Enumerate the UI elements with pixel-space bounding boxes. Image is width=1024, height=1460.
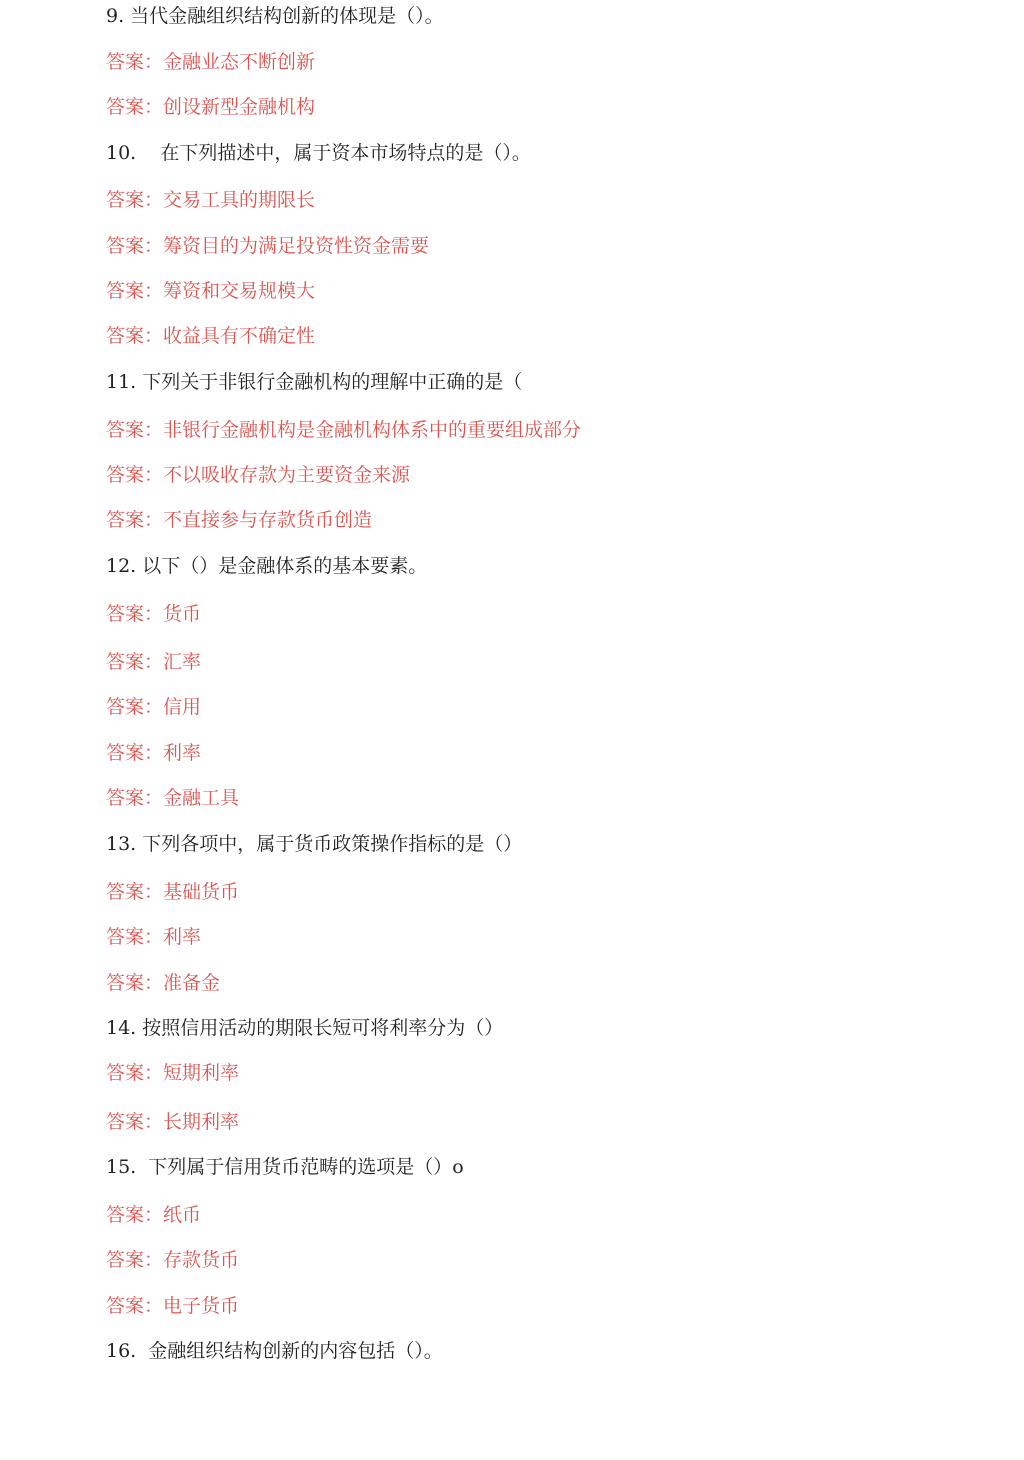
question-11: 11. 下列关于非银行金融机构的理解中正确的是（ <box>106 371 523 393</box>
answer-13-3: 答案：准备金 <box>106 972 221 994</box>
answer-9-1: 答案：金融业态不断创新 <box>106 51 316 73</box>
question-13: 13. 下列各项中，属于货币政策操作指标的是（） <box>106 833 523 855</box>
answer-13-2: 答案：利率 <box>106 926 202 948</box>
answer-10-4: 答案：收益具有不确定性 <box>106 325 316 347</box>
question-12: 12. 以下（）是金融体系的基本要素。 <box>106 555 428 577</box>
question-15: 15. 下列属于信用货币范畴的选项是（）o <box>106 1156 464 1178</box>
question-14: 14. 按照信用活动的期限长短可将利率分为（） <box>106 1017 504 1039</box>
answer-13-1: 答案：基础货币 <box>106 881 240 903</box>
answer-15-3: 答案：电子货币 <box>106 1295 240 1317</box>
question-16: 16. 金融组织结构创新的内容包括（）。 <box>106 1340 443 1362</box>
question-9: 9. 当代金融组织结构创新的体现是（）。 <box>106 5 444 27</box>
answer-11-2: 答案：不以吸收存款为主要资金来源 <box>106 464 411 486</box>
answer-12-2: 答案：汇率 <box>106 651 202 673</box>
answer-10-1: 答案：交易工具的期限长 <box>106 189 316 211</box>
answer-12-1: 答案：货币 <box>106 603 202 625</box>
answer-11-1: 答案：非银行金融机构是金融机构体系中的重要组成部分 <box>106 419 582 441</box>
answer-12-4: 答案：利率 <box>106 742 202 764</box>
answer-9-2: 答案：创设新型金融机构 <box>106 96 316 118</box>
answer-10-2: 答案：筹资目的为满足投资性资金需要 <box>106 235 430 257</box>
answer-15-1: 答案：纸币 <box>106 1204 202 1226</box>
answer-12-5: 答案：金融工具 <box>106 787 240 809</box>
answer-14-1: 答案：短期利率 <box>106 1062 240 1084</box>
answer-14-2: 答案：长期利率 <box>106 1111 240 1133</box>
answer-11-3: 答案：不直接参与存款货币创造 <box>106 509 373 531</box>
answer-15-2: 答案：存款货币 <box>106 1249 240 1271</box>
question-10: 10. 在下列描述中，属于资本市场特点的是（）。 <box>106 142 531 164</box>
answer-10-3: 答案：筹资和交易规模大 <box>106 280 316 302</box>
answer-12-3: 答案：信用 <box>106 696 202 718</box>
